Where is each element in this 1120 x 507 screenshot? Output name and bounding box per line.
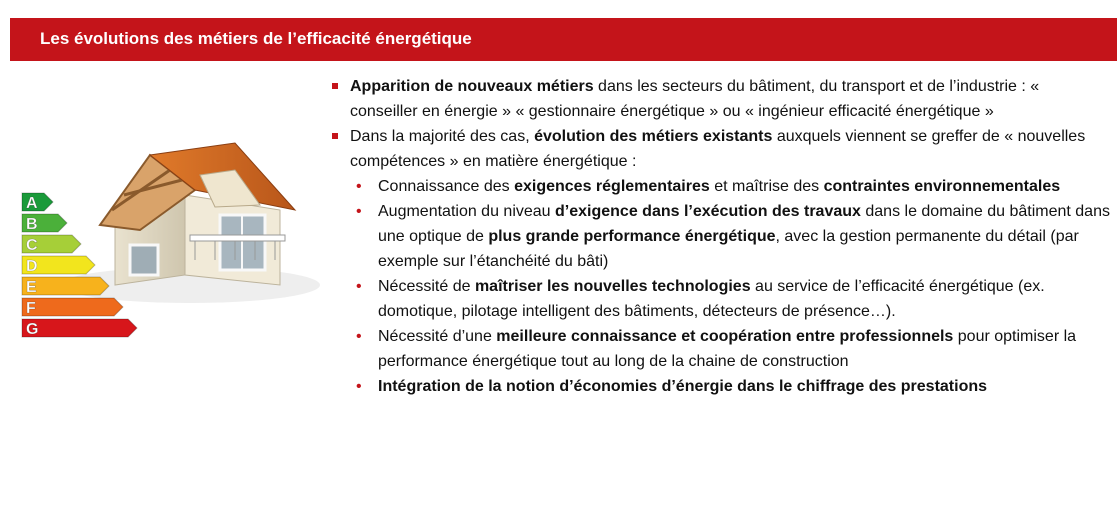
energy-class-arrow <box>22 319 137 337</box>
emphasis-text: contraintes environnementales <box>823 178 1061 195</box>
title-banner <box>10 18 1117 61</box>
emphasis-text: exigences réglementaires <box>514 178 710 195</box>
bullet-text <box>350 74 1110 124</box>
text-run: pour optimiser la performance énergétique tout au long de la chaine de construction <box>378 328 1077 370</box>
emphasis-text: Intégration de la notion d’économies d’énergie dans le chiffrage des prestations <box>378 378 988 395</box>
text-run: Augmentation du niveau <box>378 203 556 220</box>
bullet-item <box>330 124 1110 399</box>
text-run: Nécessité de <box>378 278 475 295</box>
window <box>130 245 158 275</box>
emphasis-text: maîtriser les nouvelles technologies <box>474 278 751 295</box>
text-run: dans les secteurs du bâtiment, du transport et de l’industrie : « conseiller en énergie » « gestionnaire énergétique » ou « ingénieur efficacité énergétique » <box>350 78 1040 120</box>
sub-bullet-list <box>330 174 1110 399</box>
emphasis-text: évolution des métiers existants <box>534 128 773 145</box>
text-run: dans le domaine du bâtiment dans une optique de <box>378 203 1110 245</box>
energy-class-letter: F <box>26 300 36 317</box>
bullet-item <box>330 74 1110 124</box>
energy-class-letter: A <box>26 195 38 212</box>
sub-bullet-item <box>330 274 1110 324</box>
sub-bullet-item <box>330 374 1110 399</box>
emphasis-text: plus grande performance énergétique <box>488 228 776 245</box>
energy-class-letter: B <box>26 216 38 233</box>
bullet-text <box>350 124 1110 174</box>
emphasis-text: meilleure connaissance et coopération entre professionnels <box>496 328 954 345</box>
slide-title: Les évolutions des métiers de l’efficacité énergétique <box>40 29 472 48</box>
bullet-list <box>330 74 1110 399</box>
energy-class-letter: G <box>26 321 39 338</box>
text-run: Nécessité d’une <box>378 328 497 345</box>
energy-class-letter: C <box>26 237 38 254</box>
energy-class-arrow <box>22 298 123 316</box>
emphasis-text: Apparition de nouveaux métiers <box>350 78 594 95</box>
text-run: et maîtrise des <box>709 178 824 195</box>
text-run: au service de l’efficacité énergétique (ex. domotique, pilotage intelligent des bâtiments, détecteurs de présence…). <box>378 278 1045 320</box>
energy-class-letter: E <box>26 279 37 296</box>
energy-class-letter: D <box>26 258 38 275</box>
sub-bullet-item <box>330 174 1110 199</box>
balcony <box>190 235 285 241</box>
bullet-content <box>330 74 1110 399</box>
text-run: auxquels viennent se greffer de « nouvelles compétences » en matière énergétique : <box>350 128 1086 170</box>
text-run: Connaissance des <box>378 178 515 195</box>
house-energy-illustration <box>20 135 320 350</box>
emphasis-text: d’exigence dans l’exécution des travaux <box>555 203 861 220</box>
text-run: , avec la gestion permanente du détail (par exemple sur l’étanchéité du bâti) <box>378 228 1079 270</box>
sub-bullet-item <box>330 199 1110 274</box>
text-run: Dans la majorité des cas, <box>350 128 535 145</box>
sub-bullet-item <box>330 324 1110 374</box>
